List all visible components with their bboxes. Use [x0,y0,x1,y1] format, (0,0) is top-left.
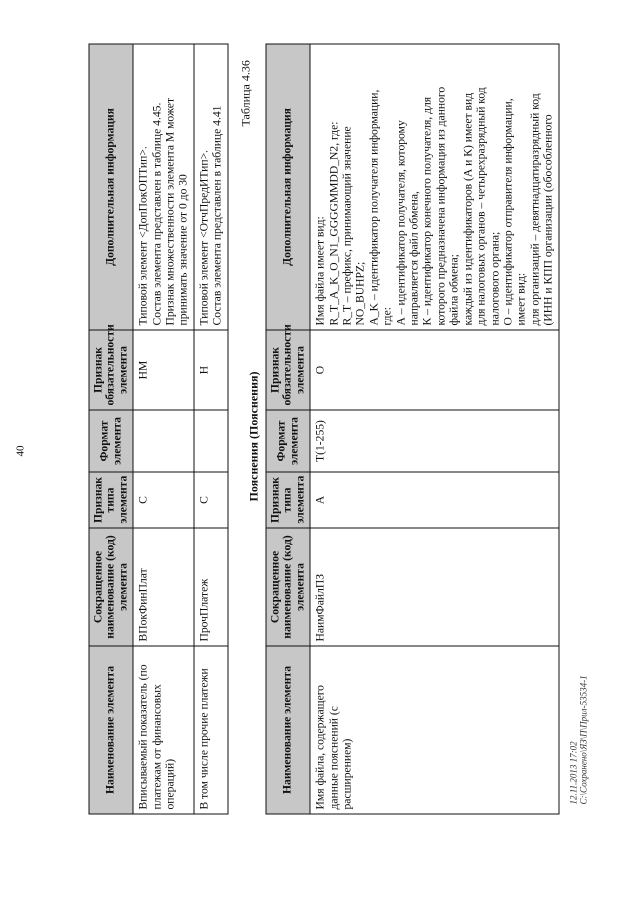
info-line: Типовой элемент <ОтчПредИТип>. [197,149,211,326]
cell-name: Имя файла, содержащего данные пояснений (с расширением) [310,646,558,814]
table-title: Пояснения (Пояснения) [246,371,261,502]
info-line: К – идентификатор конечного получателя, для [420,96,434,326]
info-line: Типовой элемент <ДопПокОПТип>. [136,146,150,326]
header-name: Наименование элемента [266,646,310,814]
info-line: для налоговых органов – четырехразрядный код [474,87,488,326]
table-row [194,44,228,814]
table-continuation [89,44,229,815]
header-code: Сокращенное наименование (код) элемента [266,528,310,646]
cell-name: Вписываемый показатель (по платежам от финансовых операций) [133,646,194,814]
cell-info [310,44,558,330]
table-explanations [266,44,560,815]
info-line: направляется файл обмена, [407,191,421,326]
file-footer [569,675,589,804]
cell-code: НаимФайлПЗ [310,528,558,646]
cell-format [133,410,194,472]
cell-format: T(1-255) [310,410,558,472]
header-name: Наименование элемента [89,646,133,814]
table-row [133,44,194,814]
info-line: имеет вид: [514,272,528,326]
info-line: Состав элемента представлен в таблице 4.41 [210,105,224,326]
cell-format [194,410,228,472]
header-info: Дополнительная информация [89,44,133,330]
info-line: принимать значение от 0 до 30 [176,174,190,326]
cell-required: О [310,330,558,410]
table-header-row [89,44,133,814]
cell-required: НМ [133,330,194,410]
footer-date: 12.11.2013 17:02 [568,741,579,805]
header-type: Признак типа элемента [89,472,133,528]
info-line: R_T – префикс, принимающий значение [340,126,354,326]
header-code: Сокращенное наименование (код) элемента [89,528,133,646]
cell-info [133,44,194,330]
table-row [310,44,558,814]
cell-info [194,44,228,330]
info-line: A_K – идентификатор получателя информации, [367,89,381,326]
cell-code: ПрочПлатеж [194,528,228,646]
info-line: R_T_A_K_O_N1_GGGGMMDD_N2, где: [327,121,341,326]
header-info: Дополнительная информация [266,44,310,330]
rotated-page [1,0,640,897]
header-format: Формат элемента [266,410,310,472]
cell-type: С [133,472,194,528]
cell-type: С [194,472,228,528]
table-header-row [266,44,310,814]
info-line: которого предназначена информация из данного [434,86,448,326]
info-line: NO_BUHPZ; [353,261,367,326]
info-line: Признак множественности элемента М может [163,97,177,326]
page-number: 40 [14,445,27,457]
footer-path: С:\Сохранено\ЯЗ\П\Прил-53534-1 [578,675,589,805]
header-type: Признак типа элемента [266,472,310,528]
info-line: файла обмена; [447,254,461,326]
cell-type: А [310,472,558,528]
info-line: (ИНН и КПП организации (обособленного [541,114,555,326]
info-line: Имя файла имеет вид: [313,216,327,326]
info-line: А – идентификатор получателя, которому [394,120,408,326]
info-line: Состав элемента представлен в таблице 4.45. [150,102,164,326]
cell-required: Н [194,330,228,410]
info-line: каждый из идентификаторов (А и К) имеет вид [461,92,475,326]
table-label: Таблица 4.36 [238,60,253,127]
info-line: налогового органа; [488,231,501,326]
info-line: где: [380,307,394,326]
info-line: О – идентификатор отправителя информации, [501,98,515,326]
header-format: Формат элемента [89,410,133,472]
header-required: Признак обязательности элемента [89,330,133,410]
header-required: Признак обязательности элемента [266,330,310,410]
cell-name: В том числе прочие платежи [194,646,228,814]
info-line: для организаций – девятнадцатиразрядный код [528,93,542,326]
cell-code: ВПокФинПлат [133,528,194,646]
